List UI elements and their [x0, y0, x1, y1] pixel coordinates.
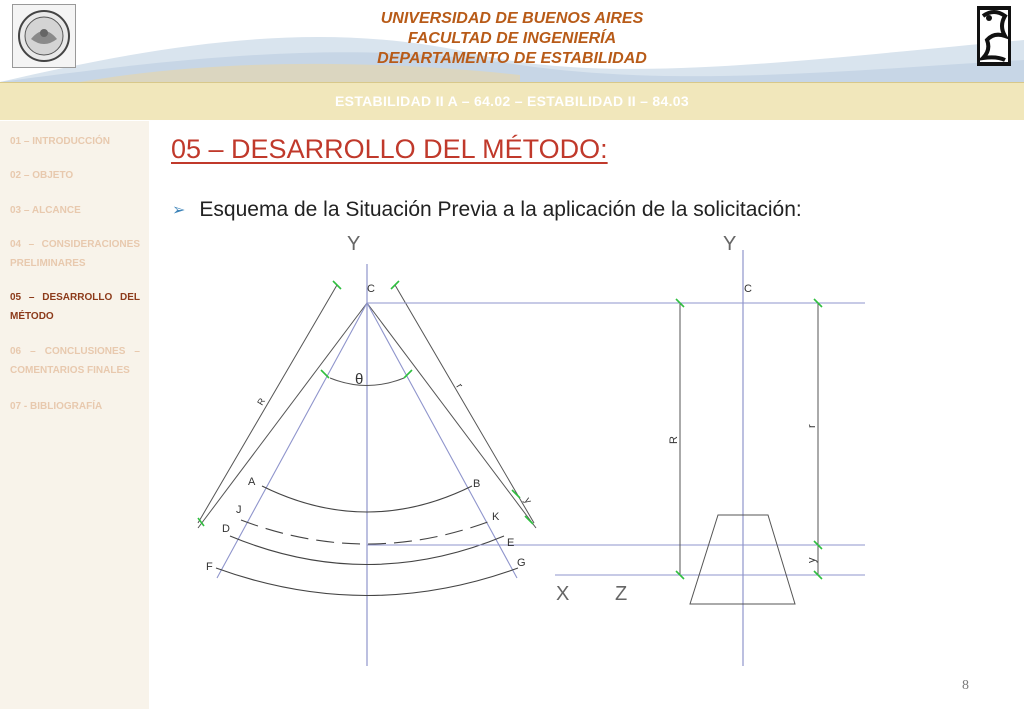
- left-dim-r-inner: r: [453, 381, 465, 391]
- subject-bar: [0, 82, 1024, 120]
- sidebar-item-bibliografia[interactable]: 07 - BIBLIOGRAFÍA: [10, 401, 103, 412]
- left-point-c: C: [367, 283, 375, 295]
- left-point-j: J: [236, 504, 242, 516]
- university-seal-logo: [12, 4, 76, 68]
- sidebar-item-conclusiones[interactable]: 06 – CONCLUSIONES – COMENTARIOS FINALES: [10, 346, 140, 376]
- right-axis-y-label: Y: [723, 233, 737, 255]
- left-point-f: F: [206, 561, 213, 573]
- bullet-text: Esquema de la Situación Previa a la aplicación de la solicitación:: [199, 198, 802, 221]
- sidebar-item-consideraciones[interactable]: 04 – CONSIDERACIONES PRELIMINARES: [10, 239, 140, 269]
- right-point-c: C: [744, 283, 752, 295]
- angle-theta-label: θ: [355, 371, 364, 388]
- left-point-g: G: [517, 557, 526, 569]
- sidebar-item-introduccion[interactable]: 01 – INTRODUCCIÓN: [10, 136, 111, 147]
- right-dim-r-outer: R: [668, 436, 680, 444]
- deformation-diagram: [190, 228, 880, 668]
- arrow-bullet-icon: ➢: [172, 202, 186, 219]
- page-number: 8: [962, 678, 969, 693]
- university-title-block: [300, 9, 724, 69]
- left-axis-x-label: X: [556, 583, 570, 605]
- left-point-a: A: [248, 476, 256, 488]
- left-point-k: K: [492, 511, 500, 523]
- left-dim-r-outer: R: [255, 396, 268, 408]
- slide-title: 05 – DESARROLLO DEL MÉTODO:: [171, 134, 608, 164]
- sidebar-item-desarrollo[interactable]: 05 – DESARROLLO DEL MÉTODO: [10, 292, 140, 322]
- sidebar-item-objeto[interactable]: 02 – OBJETO: [10, 170, 74, 181]
- department-name: DEPARTAMENTO DE ESTABILIDAD: [377, 50, 647, 67]
- left-point-d: D: [222, 523, 230, 535]
- university-name: UNIVERSIDAD DE BUENOS AIRES: [380, 10, 644, 27]
- right-dim-y: y: [806, 557, 818, 563]
- left-point-e: E: [507, 537, 515, 549]
- bullet-point: [172, 198, 802, 222]
- right-axis-z-label: Z: [615, 583, 628, 605]
- header-band: [0, 0, 1024, 82]
- sidebar-item-alcance[interactable]: 03 – ALCANCE: [10, 205, 81, 216]
- left-axis-y-label: Y: [347, 233, 361, 255]
- left-dim-y: y: [521, 495, 534, 506]
- right-dim-r-inner: r: [806, 424, 818, 428]
- left-point-b: B: [473, 478, 481, 490]
- faculty-name: FACULTAD DE INGENIERÍA: [407, 30, 617, 47]
- faculty-logo: [977, 6, 1011, 66]
- subject-code-text: ESTABILIDAD II A – 64.02 – ESTABILIDAD II – 84.03: [335, 93, 689, 109]
